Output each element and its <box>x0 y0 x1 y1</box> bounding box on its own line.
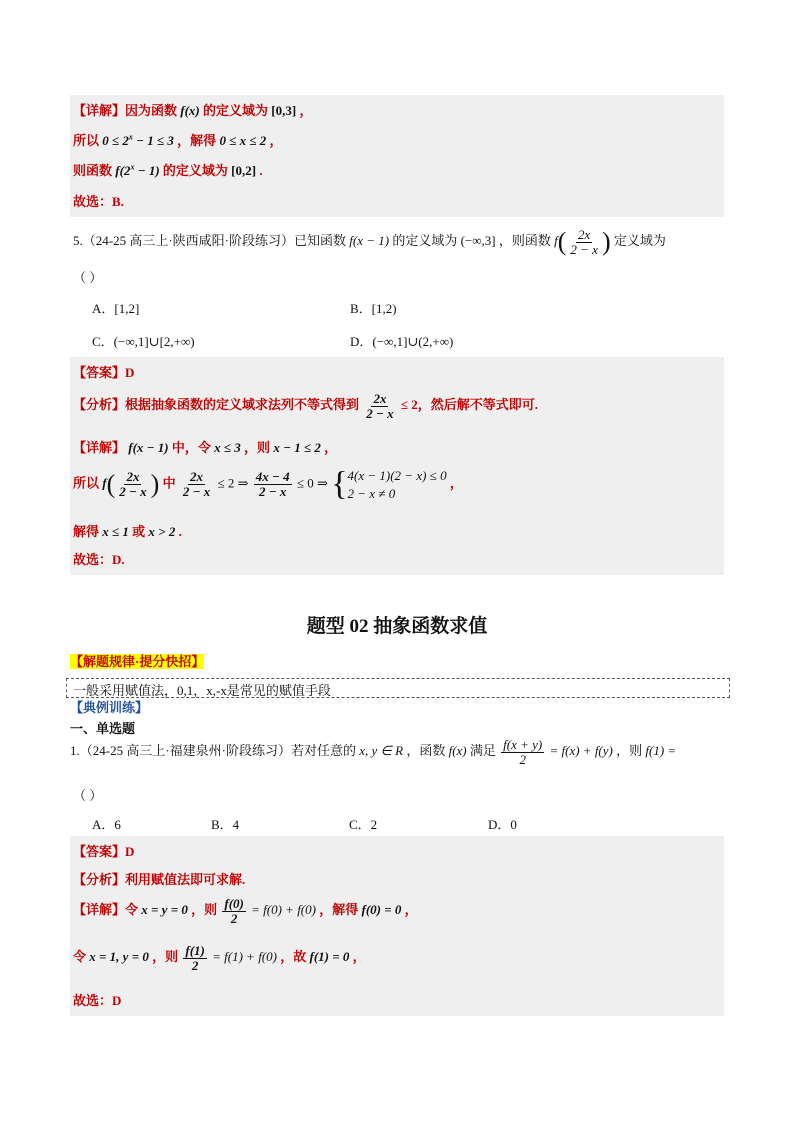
answer-box-q1 <box>70 836 724 1016</box>
q5-paren: （ ） <box>73 270 103 285</box>
text: ，则 <box>616 743 643 759</box>
frac-num: f(1) <box>185 943 205 958</box>
math: x ≤ 1 <box>102 524 129 539</box>
math: 2 − x ≠ 0 <box>347 485 396 501</box>
fraction <box>181 470 212 498</box>
q5-answer: 【答案】D <box>73 365 135 380</box>
text: 5.（24-25 高三上·陕西咸阳·阶段练习）已知函数 <box>73 233 346 249</box>
frac-den: 2 − x <box>182 484 211 500</box>
fraction <box>364 392 395 420</box>
detail-line-2 <box>73 130 282 149</box>
text: ，则 <box>191 902 218 918</box>
q1-option-b[interactable]: B．4 <box>211 817 240 832</box>
q5-option-b[interactable] <box>350 298 397 317</box>
frac-num: 2x <box>190 469 204 485</box>
text: ， <box>269 133 283 148</box>
q1-stem <box>70 738 676 766</box>
answer-box-q5 <box>70 357 724 575</box>
q5-option-d[interactable] <box>350 331 453 350</box>
text: 的定义域为 <box>203 103 269 118</box>
text: A． <box>92 301 115 316</box>
math: f(0) = 0 <box>361 902 402 918</box>
text: ， <box>404 902 418 918</box>
select-line: 故选：B. <box>73 194 124 209</box>
training-heading: 【典例训练】 <box>70 700 149 715</box>
frac-num: 4x − 4 <box>255 469 290 485</box>
text: 所以 <box>73 475 100 491</box>
text: ，故 <box>280 949 307 965</box>
math: f(x) <box>448 743 467 759</box>
fraction <box>254 470 292 498</box>
text: 中，令 <box>171 440 211 455</box>
q5-select: 故选：D. <box>73 552 125 567</box>
text: ， <box>352 949 366 965</box>
q1-paren: （ ） <box>73 788 103 803</box>
math: 0 ≤ 2 <box>102 133 129 148</box>
text: ， <box>299 103 313 118</box>
math-f2x: $f(2^x - 1)$ <box>115 162 160 178</box>
fraction <box>222 897 246 925</box>
detail-line-3 <box>73 160 263 179</box>
text: 则函数 <box>73 163 113 178</box>
section-title: 题型 02 抽象函数求值 <box>306 616 488 637</box>
text: 【详解】令 <box>73 902 139 918</box>
math: [1,2) <box>371 301 397 316</box>
math-ineq <box>102 133 174 148</box>
frac-num: f(x + y) <box>503 737 543 752</box>
frac-num: 2x <box>126 469 140 485</box>
math: [1,2] <box>114 301 140 316</box>
q5-detail-2: 所以 f( $\frac{2x}{2 - x}$ ) 中 $\frac{2x}{2 - x}$ ≤ 2 ⇒ $\frac{4x - 4}{2 - x}$ ≤ 0 ⇒ { 4(x − 1)(2 − x) ≤ 0 2 − x ≠ 0 ， <box>73 465 463 503</box>
q1-option-d[interactable]: D．0 <box>488 817 517 832</box>
frac-den: 2 − x <box>259 484 287 500</box>
q5-detail-1 <box>73 437 337 456</box>
text: 的定义域为 <box>162 163 228 178</box>
text: ， <box>324 440 338 455</box>
math: x, y ∈ R <box>359 743 404 759</box>
math: (−∞,3] <box>460 233 496 249</box>
q1-select: 故选：D <box>73 993 122 1008</box>
text: B． <box>350 301 372 316</box>
math: = f(0) + f(0) <box>251 902 316 918</box>
frac-den: 2 − x <box>366 405 394 421</box>
text: 的定义域为 <box>392 233 458 249</box>
q5-stem: 5.（24-25 高三上·陕西咸阳·阶段练习）已知函数 f(x − 1) 的定义域为 (−∞,3] ，则函数 f( $\frac{2x}{2 - x}$ ) 定义域为 <box>73 227 666 257</box>
q1-answer: 【答案】D <box>73 844 135 859</box>
inequality-system <box>348 467 447 502</box>
detail-line-1 <box>73 100 312 119</box>
q5-option-c[interactable] <box>92 331 195 350</box>
math: − 1 ≤ 3 <box>132 133 174 148</box>
fraction <box>117 470 148 498</box>
text: ，解得 <box>177 133 217 148</box>
text: ，函数 <box>406 743 446 759</box>
text: ，解得 <box>319 902 359 918</box>
text: ≤ 2，然后解不等式即可. <box>400 397 539 413</box>
math: ≤ 0 ⇒ <box>296 475 328 491</box>
math: x = y = 0 <box>141 902 188 918</box>
math: f(x − 1) <box>349 233 390 249</box>
frac-den: 2 <box>191 957 199 973</box>
math: (−∞,1]∪(2,+∞) <box>372 334 454 349</box>
q1-analysis: 【分析】利用赋值法即可求解. <box>73 872 246 887</box>
q5-detail-3 <box>73 521 182 540</box>
math: ≤ 2 ⇒ <box>217 475 249 491</box>
text: 【详解】因为函数 <box>73 103 178 118</box>
text: D． <box>350 334 373 349</box>
math: 0 ≤ x ≤ 2 <box>219 133 267 148</box>
math: x − 1 ≤ 2 <box>273 440 321 455</box>
q1-detail-2 <box>73 944 366 972</box>
tip-tag-label: 【解题规律·提分快招】 <box>70 654 205 669</box>
tip-box <box>66 678 730 698</box>
math: x > 2 <box>148 524 176 539</box>
text: C． <box>92 334 114 349</box>
math: x = 1, y = 0 <box>89 949 149 965</box>
tip-tag <box>70 651 204 670</box>
math: [0,2] <box>231 163 257 178</box>
q1-option-c[interactable]: C．2 <box>349 817 378 832</box>
math: = f(1) + f(0) <box>212 949 277 965</box>
text: . <box>178 524 182 539</box>
q5-analysis <box>73 392 538 420</box>
math: − 1) <box>134 163 160 178</box>
math: f(x − 1) <box>128 440 169 455</box>
q1-option-a[interactable]: A．6 <box>92 817 121 832</box>
tip-text: 一般采用赋值法，0,1，x,-x是常见的赋值手段 <box>73 683 331 698</box>
text: ，则 <box>152 949 179 965</box>
text: 满足 <box>469 743 496 759</box>
math-domain: [0,3] <box>271 103 297 118</box>
text: 解得 <box>73 524 100 539</box>
math: f(2 <box>115 163 131 178</box>
fraction <box>568 228 600 256</box>
text: 【详解】 <box>73 440 126 455</box>
math: f(1) = <box>645 743 677 759</box>
math: = f(x) + f(y) <box>549 743 613 759</box>
text: . <box>259 163 263 178</box>
text: 中 <box>162 475 176 491</box>
math: f(1) = 0 <box>309 949 350 965</box>
math: f <box>554 233 558 249</box>
text: 令 <box>73 949 87 965</box>
frac-den: 2 − x <box>119 484 147 500</box>
q1-detail-1 <box>73 897 418 925</box>
frac-den: 2 <box>230 910 238 926</box>
fraction <box>501 738 544 766</box>
frac-num: f(0) <box>224 896 244 911</box>
text: 或 <box>132 524 146 539</box>
text: 1.（24-25 高三上·福建泉州·阶段练习）若对任意的 <box>70 743 356 759</box>
text: ，则函数 <box>498 233 551 249</box>
text: 所以 <box>73 133 100 148</box>
math: x ≤ 3 <box>214 440 241 455</box>
text: 【分析】根据抽象函数的定义域求法列不等式得到 <box>73 397 360 413</box>
fraction <box>183 944 207 972</box>
frac-num: 2x <box>373 391 387 406</box>
text: ，则 <box>244 440 271 455</box>
math-sup: x <box>128 132 133 142</box>
q5-option-a[interactable] <box>92 298 139 317</box>
text: ， <box>449 475 463 491</box>
math: f <box>102 475 107 491</box>
frac-den: 2 <box>519 751 526 767</box>
math-fx: f(x) <box>180 103 200 118</box>
math: (−∞,1]∪[2,+∞) <box>113 334 195 349</box>
frac-den: 2 − x <box>570 241 598 257</box>
math: 4(x − 1)(2 − x) ≤ 0 <box>347 468 447 483</box>
frac-num: 2x <box>578 227 591 242</box>
subsection-heading: 一、单选题 <box>70 721 136 736</box>
text: 定义域为 <box>613 233 666 249</box>
